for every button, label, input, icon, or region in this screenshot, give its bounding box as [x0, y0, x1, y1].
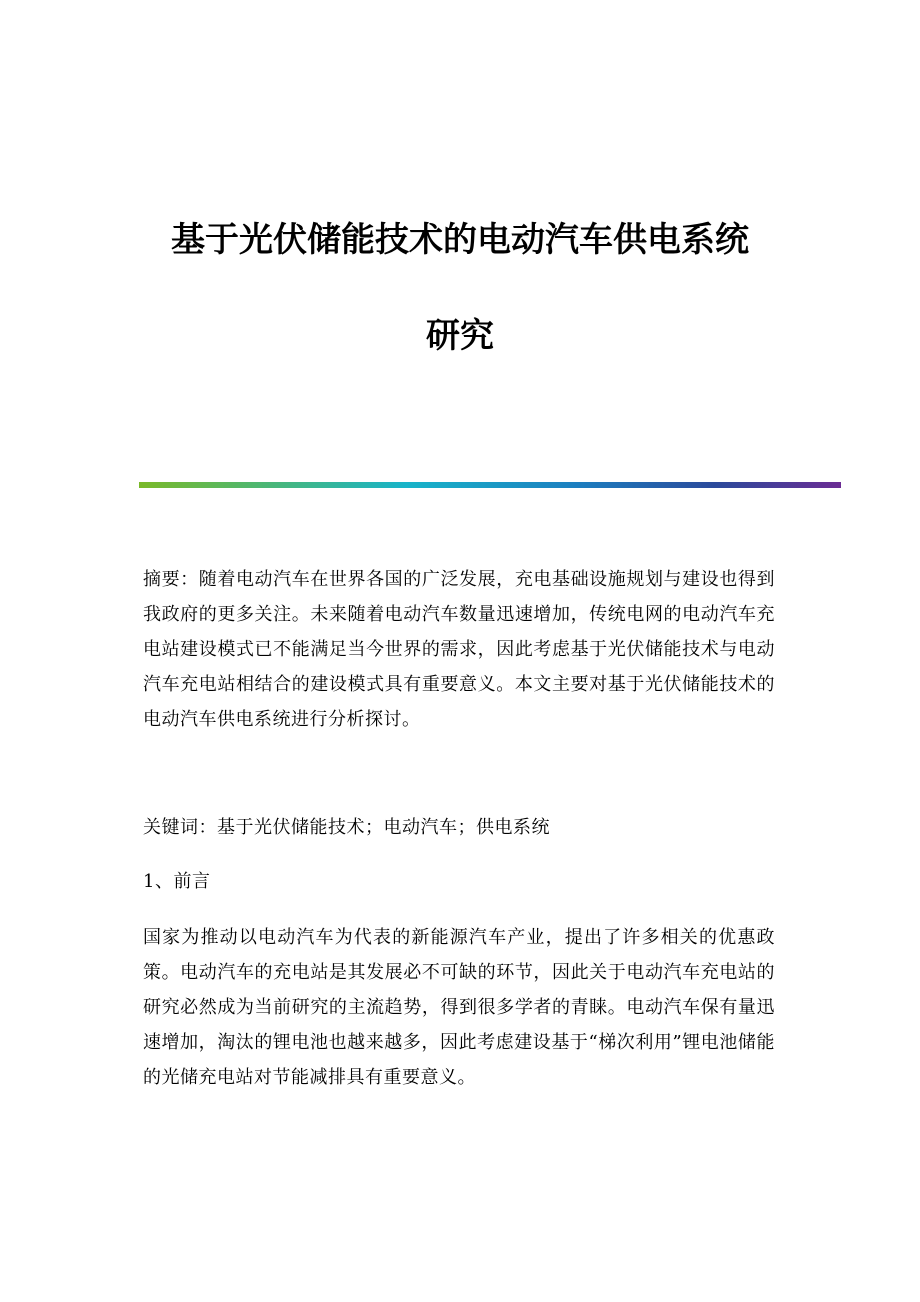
abstract-paragraph: 摘要：随着电动汽车在世界各国的广泛发展，充电基础设施规划与建设也得到我政府的更多关注。未来随着电动汽车数量迅速增加，传统电网的电动汽车充电站建设模式已不能满足当今世界的需求，因此考虑基于光伏储能技术与电动汽车充电站相结合的建设模式具有重要意义。本文主要对基于光伏储能技术的电动汽车供电系统进行分析探讨。: [143, 569, 775, 730]
document-title-line-1: 基于光伏储能技术的电动汽车供电系统: [171, 220, 749, 260]
document-title-line-2: 研究: [426, 316, 494, 356]
intro-paragraph: 国家为推动以电动汽车为代表的新能源汽车产业，提出了许多相关的优惠政策。电动汽车的充电站是其发展必不可缺的环节，因此关于电动汽车充电站的研究必然成为当前研究的主流趋势，得到很多学者的青睐。电动汽车保有量迅速增加，淘汰的锂电池也越来越多，因此考虑建设基于“梯次利用”锂电池储能的光储充电站对节能减排具有重要意义。: [143, 927, 775, 1088]
gradient-divider: [139, 482, 841, 488]
section-heading: 1、前言: [143, 871, 211, 892]
keywords-line: 关键词：基于光伏储能技术；电动汽车；供电系统: [143, 817, 550, 838]
